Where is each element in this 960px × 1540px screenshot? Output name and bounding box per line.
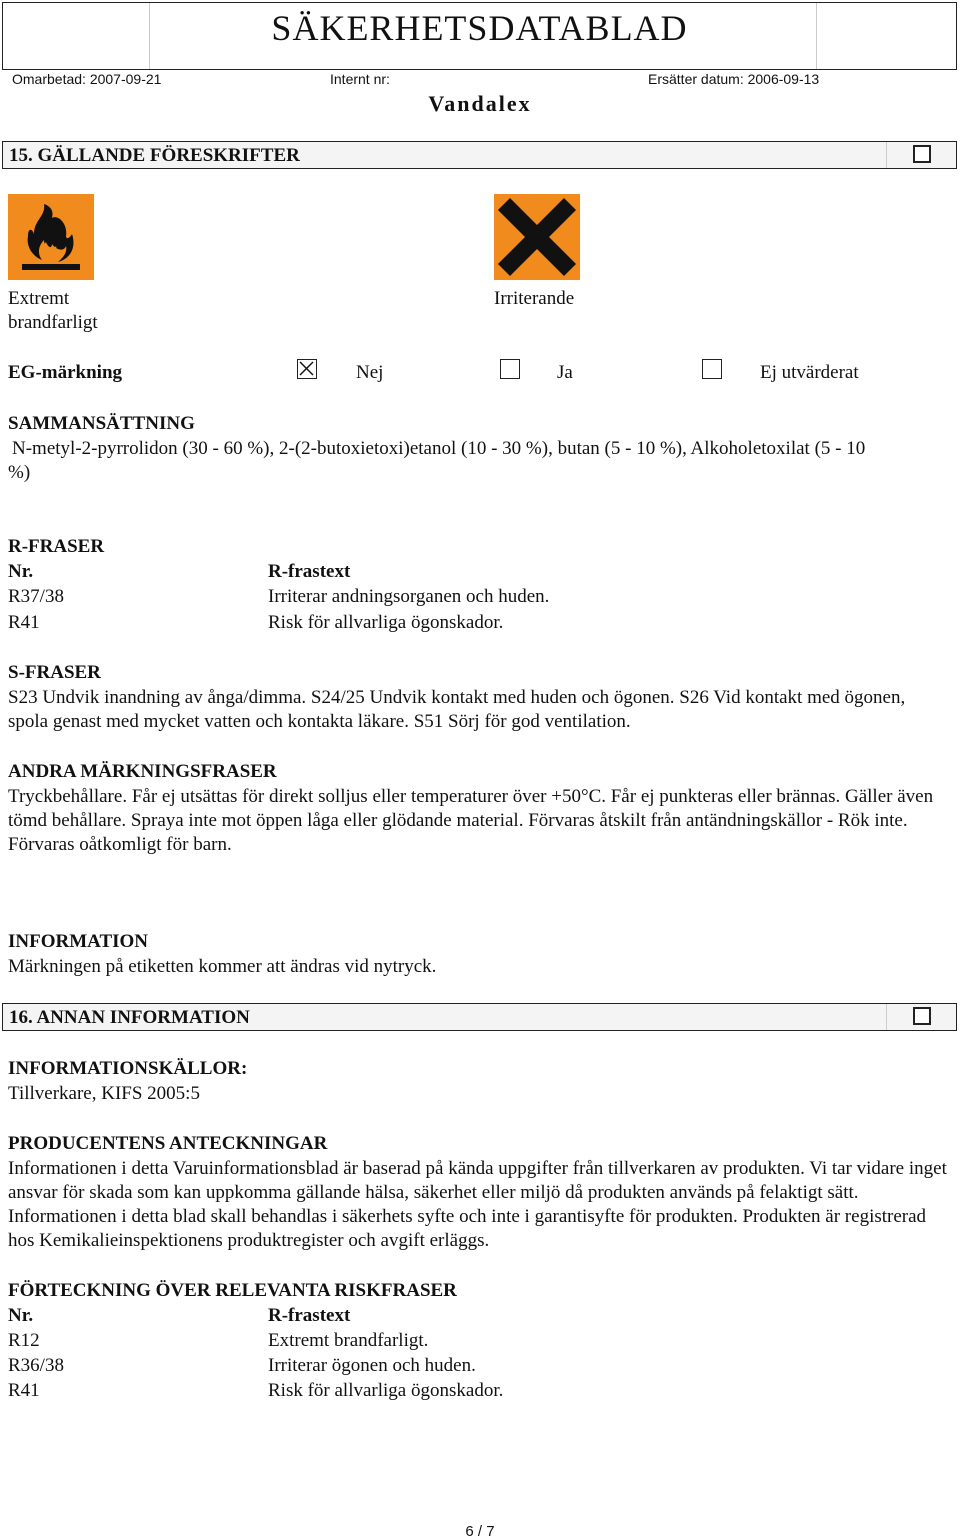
x-cross-icon [494, 194, 580, 280]
column-header-nr: Nr. [8, 561, 34, 582]
composition-text: N-metyl-2-pyrrolidon (30 - 60 %), 2-(2-butoxietoxi)etanol (10 - 30 %), butan (5 - 10 %), Alkoholetoxilat (5 - 10 [12, 438, 866, 459]
risk-phrase-text: Irriterar ögonen och huden. [268, 1355, 476, 1376]
symbol-label: brandfarligt [8, 312, 98, 333]
column-header-text: R-frastext [268, 561, 351, 582]
section-checkbox[interactable] [913, 145, 931, 163]
section-16-header [2, 1003, 957, 1031]
checkbox-nej[interactable] [297, 359, 317, 379]
r-phrases-heading: R-FRASER [8, 536, 105, 557]
option-label: Nej [356, 362, 384, 383]
replaces-date: Ersätter datum: 2006-09-13 [648, 71, 820, 87]
risk-phrase-text: Risk för allvarliga ögonskador. [268, 1380, 504, 1401]
producer-notes-text: Informationen i detta Varuinformationsblad är baserad på kända uppgifter från tillverkaren av produkten. Vi tar vidare inget ansvar för skada som kan uppkomma gällande hälsa, säkerhet eller miljö då produkten används på felaktigt sätt. Informationen i detta blad skall behandlas i säkerhets syfte och inte i garantisyfte för produkten. Produkten är registrerad hos Kemikalieinspektionens produktregister och avgift erläggs. [8, 1158, 947, 1251]
risk-phrase-nr: R36/38 [8, 1355, 64, 1376]
section-checkbox[interactable] [913, 1007, 931, 1025]
r-phrase-text: Irriterar andningsorganen och huden. [268, 586, 550, 607]
symbol-label: Extremt [8, 288, 70, 309]
checkbox-ej-utvarderat[interactable] [702, 359, 722, 379]
information-text: Märkningen på etiketten kommer att ändras vid nytryck. [8, 956, 437, 977]
other-phrases-heading: ANDRA MÄRKNINGSFRASER [8, 761, 277, 782]
section-divider [886, 1004, 887, 1030]
risk-phrase-nr: R41 [8, 1380, 40, 1401]
section-title: 15. GÄLLANDE FÖRESKRIFTER [9, 145, 300, 166]
flame-icon [8, 194, 94, 280]
r-phrase-nr: R37/38 [8, 586, 64, 607]
sources-heading: INFORMATIONSKÄLLOR: [8, 1058, 248, 1079]
checkbox-ja[interactable] [500, 359, 520, 379]
option-label: Ej utvärderat [760, 362, 859, 383]
option-label: Ja [557, 362, 573, 383]
section-15-header [2, 141, 957, 169]
other-phrases-text: Tryckbehållare. Får ej utsättas för direkt solljus eller temperaturer över +50°C. Får ej punkteras eller brännas. Gäller även tömd behållare. Spraya inte mot öppen låga eller glödande material. Förvaras åtskilt från antändningskällor - Rök inte. Förvaras oåtkomligt för barn. [8, 786, 934, 855]
document-header [2, 2, 957, 70]
internal-number: Internt nr: [330, 71, 390, 87]
product-name: Vandalex [428, 91, 532, 116]
revised-date: Omarbetad: 2007-09-21 [12, 71, 162, 87]
s-phrases-heading: S-FRASER [8, 662, 101, 683]
sources-text: Tillverkare, KIFS 2005:5 [8, 1083, 200, 1104]
composition-heading: SAMMANSÄTTNING [8, 413, 195, 434]
composition-text: %) [8, 462, 31, 483]
risk-phrase-nr: R12 [8, 1330, 40, 1351]
r-phrase-nr: R41 [8, 612, 40, 633]
eg-marking-label: EG-märkning [8, 362, 123, 383]
risk-list-heading: FÖRTECKNING ÖVER RELEVANTA RISKFRASER [8, 1280, 457, 1301]
section-title: 16. ANNAN INFORMATION [9, 1007, 250, 1028]
s-phrases-text: S23 Undvik inandning av ånga/dimma. S24/25 Undvik kontakt med huden och ögonen. S26 Vid kontakt med ögonen, spola genast med mycket vatten och kontakta läkare. S51 Sörj för god ventilation. [8, 687, 906, 732]
column-header-nr: Nr. [8, 1305, 34, 1326]
risk-phrase-text: Extremt brandfarligt. [268, 1330, 429, 1351]
producer-notes-heading: PRODUCENTENS ANTECKNINGAR [8, 1133, 328, 1154]
section-divider [886, 142, 887, 168]
column-header-text: R-frastext [268, 1305, 351, 1326]
page-number: 6 / 7 [465, 1523, 495, 1540]
document-title: SÄKERHETSDATABLAD [271, 8, 688, 48]
checked-x-icon [298, 360, 315, 377]
r-phrase-text: Risk för allvarliga ögonskador. [268, 612, 504, 633]
symbol-label: Irriterande [494, 288, 575, 309]
information-heading: INFORMATION [8, 931, 149, 952]
